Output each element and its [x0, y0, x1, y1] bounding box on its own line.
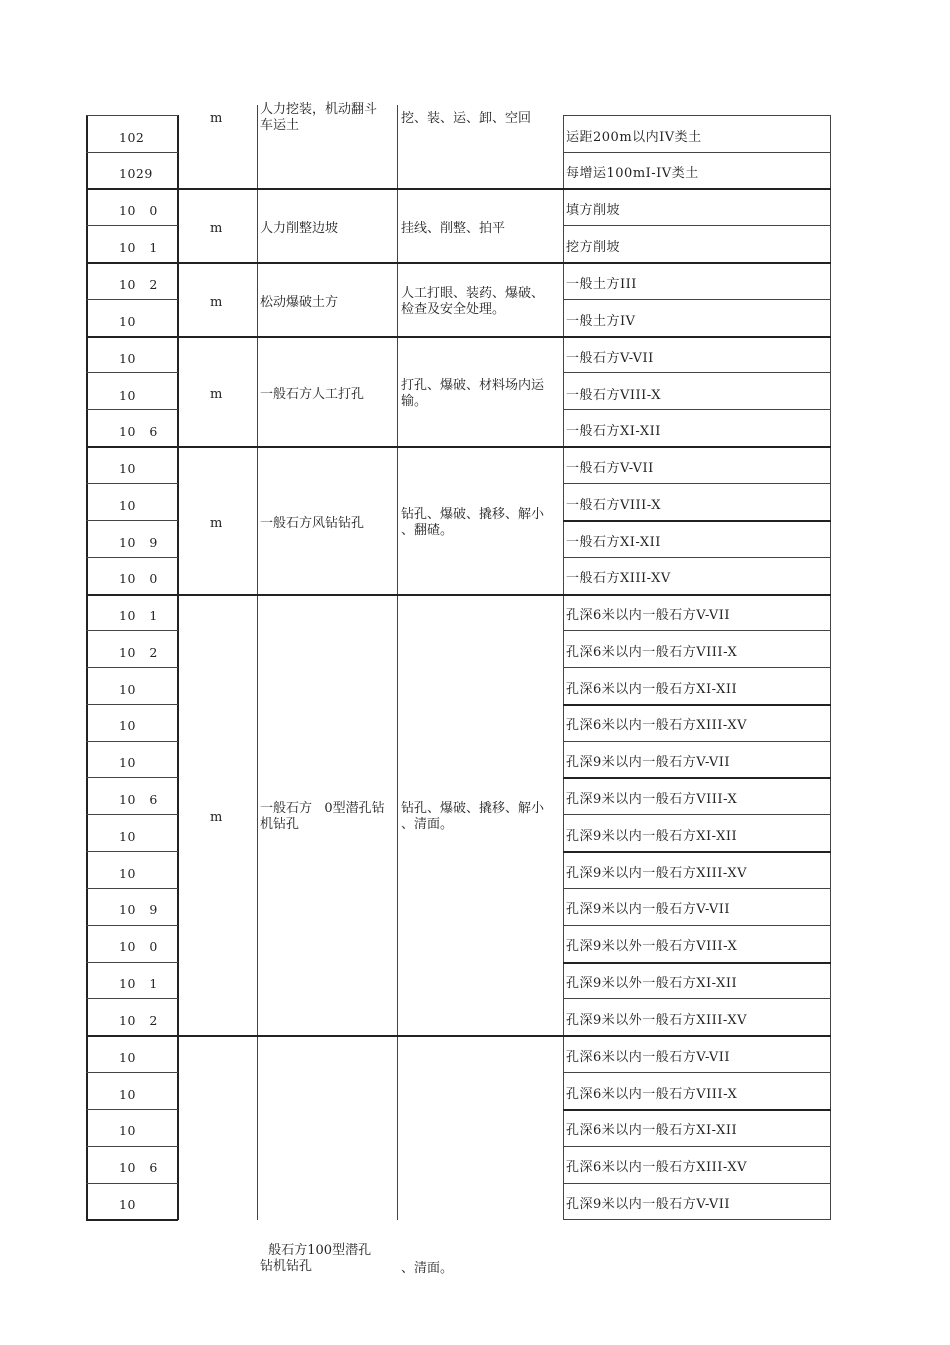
code-cell: 10: [119, 388, 136, 403]
row-divider: [86, 630, 178, 631]
code-cell: 10: [119, 1087, 136, 1102]
code-cell: 10: [119, 314, 136, 329]
footer-work-content: 、清面。: [401, 1261, 454, 1276]
code-cell: 10: [119, 461, 136, 476]
row-divider: [86, 814, 178, 815]
code-cell: 10 2: [119, 1013, 158, 1028]
row-divider: [86, 1146, 178, 1147]
desc-cell: 孔深9米以外一般石方XI-XII: [566, 976, 738, 991]
work-content-cell: 挂线、削整、拍平: [401, 221, 506, 236]
desc-cell: 孔深9米以内一般石方V-VII: [566, 902, 731, 917]
desc-row-divider: [563, 1146, 831, 1147]
desc-cell: 填方削坡: [566, 203, 621, 218]
unit-cell: m: [210, 516, 223, 531]
code-cell: 10 0: [119, 571, 158, 586]
work-name-cell: 松动爆破土方: [260, 295, 339, 310]
row-divider: [86, 1183, 178, 1184]
row-divider: [86, 998, 178, 999]
work-name-cell: 一般石方人工打孔: [260, 387, 365, 402]
row-divider: [86, 741, 178, 742]
row-divider: [86, 704, 178, 705]
desc-cell: 孔深6米以内一般石方XIII-XV: [566, 1160, 748, 1175]
code-cell: 10 6: [119, 792, 158, 807]
desc-row-divider: [563, 998, 831, 999]
row-divider: [86, 667, 178, 668]
desc-cell: 孔深6米以内一般石方V-VII: [566, 608, 731, 623]
desc-row-divider: [563, 557, 831, 558]
desc-row-divider: [563, 704, 831, 706]
desc-cell: 一般石方XI-XII: [566, 535, 661, 550]
desc-cell: 运距200m以内IV类土: [566, 130, 702, 145]
row-divider: [86, 925, 178, 926]
desc-cell: 孔深9米以内一般石方VIII-X: [566, 792, 738, 807]
desc-cell: 一般石方VIII-X: [566, 388, 661, 403]
row-divider: [86, 299, 178, 300]
code-cell: 10 9: [119, 902, 158, 917]
desc-row-divider: [563, 372, 831, 373]
code-cell: 10: [119, 498, 136, 513]
code-cell: 10 1: [119, 240, 158, 255]
desc-cell: 孔深6米以内一般石方VIII-X: [566, 645, 738, 660]
code-cell: 10: [119, 1197, 136, 1212]
code-cell: 10 9: [119, 535, 158, 550]
work-content-left-border: [397, 105, 398, 1220]
row-divider: [86, 1109, 178, 1110]
desc-row-divider: [563, 152, 831, 153]
desc-row-divider: [563, 630, 831, 631]
work-name-cell: 人力挖装，机动翻斗 车运土: [260, 102, 378, 133]
desc-row-divider: [563, 299, 831, 300]
code-cell: 10 0: [119, 203, 158, 218]
work-content-cell: 钻孔、爆破、撬移、解小 、翻碴。: [401, 507, 545, 538]
row-divider: [86, 1072, 178, 1073]
unit-cell: m: [210, 387, 223, 402]
desc-row-divider: [563, 225, 831, 226]
work-name-left-border: [257, 105, 258, 1220]
desc-cell: 孔深9米以外一般石方XIII-XV: [566, 1013, 748, 1028]
unit-cell: m: [210, 221, 223, 236]
work-content-cell: 人工打眼、装药、爆破、 检查及安全处理。: [401, 286, 545, 317]
group-divider: [86, 1035, 831, 1037]
desc-cell: 一般石方XI-XII: [566, 424, 661, 439]
group-divider: [86, 594, 831, 596]
desc-row-divider: [563, 925, 831, 926]
row-divider: [86, 557, 178, 558]
desc-row-divider: [563, 1183, 831, 1184]
row-divider: [86, 152, 178, 153]
code-cell: 10 0: [119, 939, 158, 954]
desc-cell: 一般石方VIII-X: [566, 498, 661, 513]
row-divider: [86, 962, 178, 963]
desc-cell: 一般土方IV: [566, 314, 636, 329]
code-cell: 10: [119, 1123, 136, 1138]
desc-cell: 每增运100mI-IV类土: [566, 166, 699, 181]
desc-row-divider: [563, 1072, 831, 1073]
desc-cell: 一般土方III: [566, 277, 637, 292]
desc-cell: 孔深9米以内一般石方V-VII: [566, 755, 731, 770]
desc-row-divider: [563, 520, 831, 522]
code-cell: 1029: [119, 166, 153, 181]
row-divider: [86, 225, 178, 226]
code-cell: 10: [119, 866, 136, 881]
desc-row-divider: [563, 851, 831, 853]
code-cell: 10: [119, 718, 136, 733]
desc-row-divider: [563, 888, 831, 889]
work-name-cell: 一般石方 0型潜孔钻 机钻孔: [260, 801, 385, 832]
code-cell: 10 6: [119, 424, 158, 439]
desc-row-divider: [563, 409, 831, 410]
code-cell: 10: [119, 829, 136, 844]
code-cell: 10: [119, 682, 136, 697]
desc-row-divider: [563, 1109, 831, 1111]
desc-row-divider: [563, 115, 831, 116]
desc-cell: 一般石方V-VII: [566, 461, 654, 476]
desc-cell: 孔深9米以外一般石方VIII-X: [566, 939, 738, 954]
row-divider: [86, 409, 178, 410]
group-divider: [86, 188, 831, 190]
desc-row-divider: [563, 483, 831, 484]
desc-cell: 孔深6米以内一般石方XI-XII: [566, 682, 738, 697]
code-cell: 10 6: [119, 1160, 158, 1175]
desc-cell: 一般石方XIII-XV: [566, 571, 671, 586]
desc-row-divider: [563, 962, 831, 964]
code-cell: 10 2: [119, 277, 158, 292]
row-divider: [86, 115, 178, 116]
code-cell: 102: [119, 130, 145, 145]
work-name-cell: 一般石方风钻钻孔: [260, 516, 365, 531]
desc-cell: 孔深6米以内一般石方VIII-X: [566, 1087, 738, 1102]
code-cell: 10: [119, 351, 136, 366]
row-divider: [86, 520, 178, 521]
unit-cell: m: [210, 810, 223, 825]
footer-work-name: 般石方100型潜孔 钻机钻孔: [260, 1243, 372, 1274]
code-cell: 10 2: [119, 645, 158, 660]
row-divider: [86, 777, 178, 778]
desc-cell: 孔深9米以内一般石方V-VII: [566, 1197, 731, 1212]
code-cell: 10 1: [119, 976, 158, 991]
group-divider: [86, 262, 831, 264]
row-divider: [86, 851, 178, 852]
code-cell: 10: [119, 1050, 136, 1065]
row-divider: [86, 483, 178, 484]
desc-cell: 孔深9米以内一般石方XI-XII: [566, 829, 738, 844]
desc-cell: 挖方削坡: [566, 240, 621, 255]
unit-cell: m: [210, 295, 223, 310]
desc-cell: 孔深6米以内一般石方V-VII: [566, 1050, 731, 1065]
unit-cell: m: [210, 111, 223, 126]
desc-cell: 一般石方V-VII: [566, 351, 654, 366]
desc-cell: 孔深6米以内一般石方XI-XII: [566, 1123, 738, 1138]
desc-row-divider: [563, 814, 831, 815]
desc-cell: 孔深6米以内一般石方XIII-XV: [566, 718, 748, 733]
code-cell: 10 1: [119, 608, 158, 623]
work-content-cell: 打孔、爆破、材料场内运 输。: [401, 378, 545, 409]
desc-row-divider: [563, 777, 831, 779]
desc-cell: 孔深9米以内一般石方XIII-XV: [566, 866, 748, 881]
table-bottom-border: [86, 1219, 178, 1221]
group-divider: [86, 336, 831, 338]
row-divider: [86, 888, 178, 889]
desc-row-divider: [563, 741, 831, 742]
group-divider: [86, 446, 831, 448]
work-name-cell: 人力削整边坡: [260, 221, 339, 236]
row-divider: [86, 372, 178, 373]
desc-row-divider: [563, 667, 831, 668]
work-content-cell: 钻孔、爆破、撬移、解小 、清面。: [401, 801, 545, 832]
code-cell: 10: [119, 755, 136, 770]
desc-table-bottom-border: [563, 1219, 831, 1220]
work-content-cell: 挖、装、运、卸、空回: [401, 111, 532, 126]
